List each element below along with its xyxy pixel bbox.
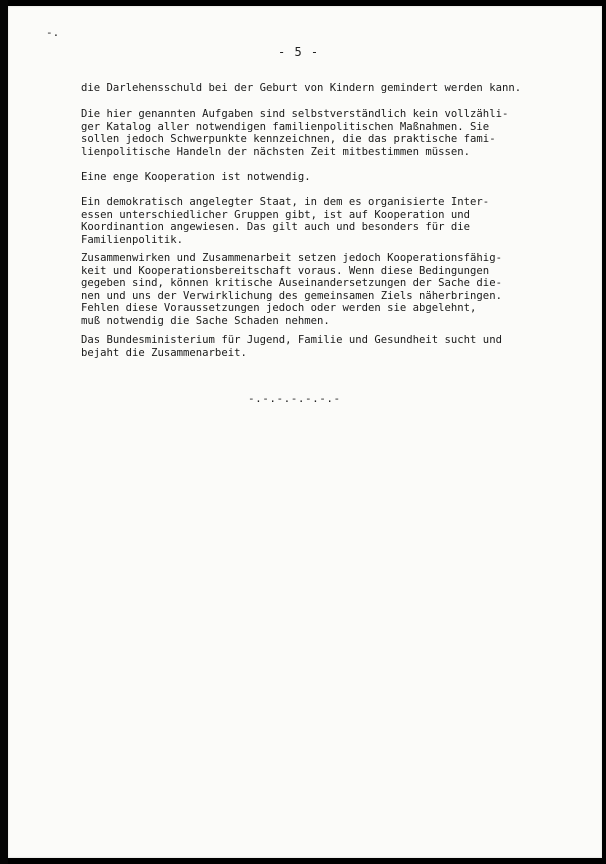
text-line: sollen jedoch Schwerpunkte kennzeichnen, die das praktische fami- [81, 133, 496, 145]
text-line: Fehlen diese Voraussetzungen jedoch oder werden sie abgelehnt, [81, 302, 477, 314]
paragraph-demokratisch [81, 196, 561, 246]
text-line: Familienpolitik. [81, 233, 184, 246]
text-line: Zusammenwirken und Zusammenarbeit setzen jedoch Kooperationsfähig- [81, 252, 502, 264]
page-number: - 5 - [278, 45, 320, 59]
paragraph-bundesministerium [81, 334, 561, 359]
text-line: Das Bundesministerium für Jugend, Familie und Gesundheit sucht und [81, 334, 502, 346]
text-line: bejaht die Zusammenarbeit. [81, 346, 247, 359]
text-line: Ein demokratisch angelegter Staat, in dem es organisierte Inter- [81, 196, 490, 208]
text-line: die Darlehensschuld bei der Geburt von Kindern gemindert werden kann. [81, 82, 522, 94]
text-line: Die hier genannten Aufgaben sind selbstverständlich kein vollzähli- [81, 108, 509, 120]
scan-corner-mark: -. [46, 26, 60, 39]
text-line: muß notwendig die Sache Schaden nehmen. [81, 314, 330, 327]
paragraph-darlehensschuld [81, 82, 561, 95]
text-line: Eine enge Kooperation ist notwendig. [81, 171, 311, 183]
text-line: essen unterschiedlicher Gruppen gibt, ist auf Kooperation und [81, 208, 471, 221]
text-line: nen und uns der Verwirklichung des gemeinsamen Ziels näherbringen. [81, 289, 502, 302]
text-line: gegeben sind, können kritische Auseinandersetzungen der Sache die- [81, 277, 502, 289]
paragraph-aufgaben [81, 108, 561, 158]
text-line: ger Katalog aller notwendigen familienpolitischen Maßnahmen. Sie [81, 120, 490, 133]
section-separator: -.-.-.-.-.-.- [248, 392, 341, 405]
paragraph-kooperation [81, 171, 561, 184]
text-line: Koordinantion angewiesen. Das gilt auch und besonders für die [81, 221, 471, 233]
text-line: lienpolitische Handeln der nächsten Zeit mitbestimmen müssen. [81, 145, 471, 158]
text-line: keit und Kooperationsbereitschaft voraus. Wenn diese Bedingungen [81, 264, 490, 277]
paragraph-zusammenwirken [81, 252, 561, 327]
scan-border-left [0, 0, 8, 864]
